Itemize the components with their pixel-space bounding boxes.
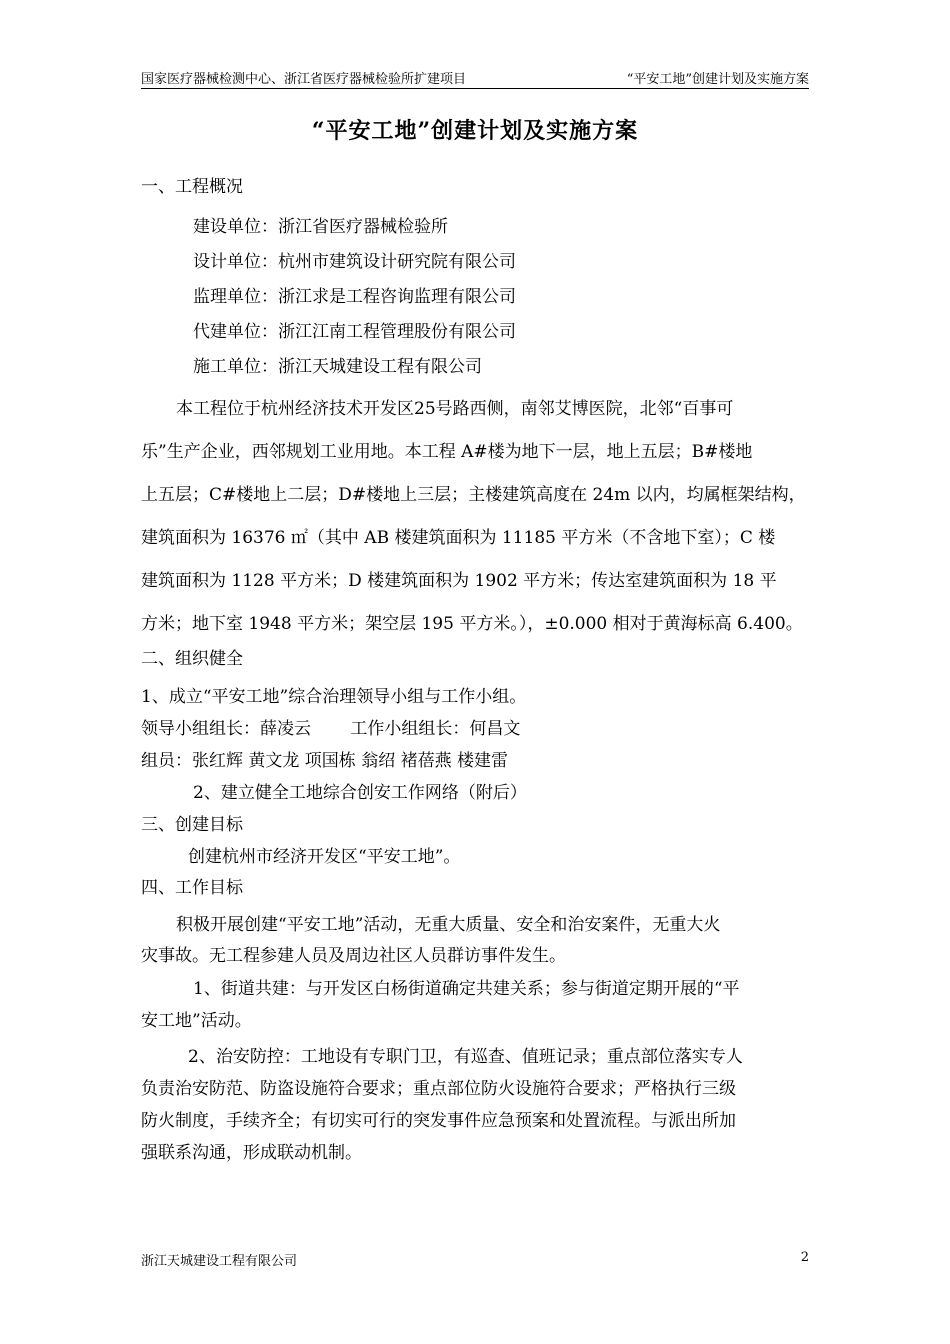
page-header: [141, 64, 809, 89]
org-leaders-line: 领导小组组长：薛凌云 工作小组组长：何昌文: [141, 719, 521, 739]
street-line: 1、街道共建：与开发区白杨街道确定共建关系；参与街道定期开展的“平: [193, 979, 740, 999]
work-goal-line: 积极开展创建“平安工地”活动，无重大质量、安全和治安案件，无重大火: [176, 915, 721, 935]
street-line: 安工地”活动。: [141, 1011, 252, 1031]
overview-line: 本工程位于杭州经济技术开发区25号路西侧，南邻艾博医院，北邻“百事可: [176, 399, 734, 419]
security-line: 强联系沟通，形成联动机制。: [141, 1143, 362, 1163]
page-title: “平安工地”创建计划及实施方案: [311, 118, 639, 144]
unit-line: 设计单位：杭州市建筑设计研究院有限公司: [193, 252, 516, 272]
section-heading-1: 一、工程概况: [141, 177, 243, 197]
overview-line: 建筑面积为 1128 平方米；D 楼建筑面积为 1902 平方米；传达室建筑面积为 18 平: [141, 571, 777, 591]
unit-line: 代建单位：浙江江南工程管理股份有限公司: [193, 322, 516, 342]
unit-line: 监理单位：浙江求是工程咨询监理有限公司: [193, 287, 516, 307]
section-heading-2: 二、组织健全: [141, 649, 243, 669]
work-goal-line: 灾事故。无工程参建人员及周边社区人员群访事件发生。: [141, 946, 566, 966]
unit-line: 建设单位：浙江省医疗器械检验所: [193, 217, 448, 237]
security-line: 2、治安防控：工地设有专职门卫，有巡查、值班记录；重点部位落实专人: [188, 1047, 743, 1067]
security-line: 负责治安防范、防盗设施符合要求；重点部位防火设施符合要求；严格执行三级: [141, 1079, 736, 1099]
header-document-name: “平安工地”创建计划及实施方案: [626, 72, 809, 87]
overview-line: 乐”生产企业，西邻规划工业用地。本工程 A#楼为地下一层，地上五层；B#楼地: [141, 442, 753, 462]
org-members-line: 组员：张红辉 黄文龙 项国栋 翁绍 褚蓓燕 楼建雷: [141, 751, 509, 771]
section-heading-3: 三、创建目标: [141, 815, 243, 835]
org-line: 1、成立“平安工地”综合治理领导小组与工作小组。: [141, 687, 527, 707]
overview-line: 建筑面积为 16376 ㎡（其中 AB 楼建筑面积为 11185 平方米（不含地下室）；C 楼: [141, 528, 776, 548]
security-line: 防火制度，手续齐全；有切实可行的突发事件应急预案和处置流程。与派出所加: [141, 1111, 736, 1131]
overview-line: 方米；地下室 1948 平方米；架空层 195 平方米。），±0.000 相对于黄海标高 6.400。: [141, 614, 803, 634]
footer-company: 浙江天城建设工程有限公司: [141, 1254, 298, 1269]
header-project-name: 国家医疗器械检测中心、浙江省医疗器械检验所扩建项目: [141, 72, 467, 87]
section-heading-4: 四、工作目标: [141, 878, 243, 898]
page-number: 2: [800, 1250, 809, 1265]
goal-line: 创建杭州市经济开发区“平安工地”。: [188, 847, 461, 867]
unit-line: 施工单位：浙江天城建设工程有限公司: [193, 357, 482, 377]
org-network-line: 2、建立健全工地综合创安工作网络（附后）: [193, 783, 527, 803]
overview-line: 上五层；C#楼地上二层；D#楼地上三层；主楼建筑高度在 24m 以内，均属框架结构，: [141, 485, 806, 505]
